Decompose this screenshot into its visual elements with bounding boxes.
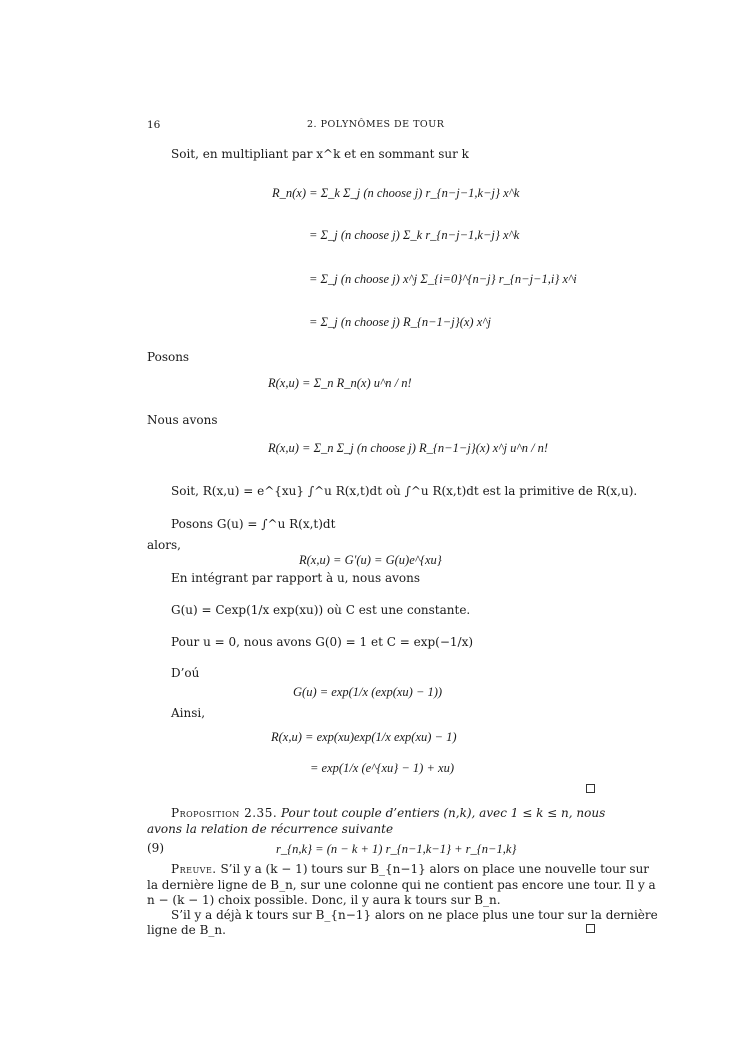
ainsi-text: Ainsi, — [171, 706, 206, 720]
equation-R-definition: R(x,u) = Σ_n R_n(x) u^n / n! — [268, 376, 412, 390]
en-integrant-text: En intégrant par rapport à u, nous avons — [171, 571, 420, 585]
posons-text: Posons — [147, 350, 190, 364]
alors-text: alors, — [147, 538, 181, 552]
proposition-line-1 — [171, 806, 605, 820]
pour-u-zero-text: Pour u = 0, nous avons G(0) = 1 et C = exp(−1/x) — [171, 635, 474, 649]
soit-primitive-text: Soit, R(x,u) = e^{xu} ∫^u R(x,t)dt où ∫^u R(x,t)dt est la primitive de R(x,u). — [171, 484, 638, 498]
equation-rn-line-1: R_n(x) = Σ_k Σ_j (n choose j) r_{n−j−1,k−j} x^k — [272, 186, 520, 200]
equation-number: (9) — [147, 841, 164, 855]
equation-recurrence: r_{n,k} = (n − k + 1) r_{n−1,k−1} + r_{n−1,k} — [276, 842, 517, 856]
equation-rn-line-3: = Σ_j (n choose j) x^j Σ_{i=0}^{n−j} r_{n−j−1,i} x^i — [309, 272, 577, 286]
proof-text-5: ligne de B_n. — [147, 923, 226, 937]
proof-text-4: S’il y a déjà k tours sur B_{n−1} alors on ne place plus une tour sur la dernière — [171, 908, 658, 922]
equation-R-double-sum: R(x,u) = Σ_n Σ_j (n choose j) R_{n−1−j}(x) x^j u^n / n! — [268, 441, 549, 455]
qed-symbol — [586, 784, 595, 793]
running-title: 2. POLYNÔMES DE TOUR — [307, 119, 445, 130]
equation-R-final-line-1: R(x,u) = exp(xu)exp(1/x exp(xu) − 1) — [271, 730, 457, 744]
nous-avons-text: Nous avons — [147, 413, 218, 427]
equation-G-prime: R(x,u) = G′(u) = G(u)e^{xu} — [299, 553, 442, 567]
equation-R-final-line-2: = exp(1/x (e^{xu} − 1) + xu) — [310, 761, 454, 775]
proposition-text-1: Pour tout couple d’entiers (n,k), avec 1 ≤ k ≤ n, nous — [280, 806, 606, 820]
proof-text-1: S’il y a (k − 1) tours sur B_{n−1} alors on place une nouvelle tour sur — [220, 862, 650, 876]
proposition-label: Proposition 2.35. — [171, 806, 278, 820]
proposition-text-2: avons la relation de récurrence suivante — [147, 822, 394, 836]
qed-symbol-proof — [586, 924, 595, 933]
intro-text: Soit, en multipliant par x^k et en sommant sur k — [171, 147, 469, 161]
proof-line-1 — [171, 862, 649, 876]
proof-text-3: n − (k − 1) choix possible. Donc, il y aura k tours sur B_n. — [147, 893, 501, 907]
dou-text: D’oú — [171, 666, 200, 680]
posons-G-text: Posons G(u) = ∫^u R(x,t)dt — [171, 517, 336, 531]
equation-G-final: G(u) = exp(1/x (exp(xu) − 1)) — [293, 685, 443, 699]
proof-text-2: la dernière ligne de B_n, sur une colonne qui ne contient pas encore une tour. Il y a — [147, 878, 656, 892]
equation-rn-line-2: = Σ_j (n choose j) Σ_k r_{n−j−1,k−j} x^k — [309, 228, 520, 242]
equation-rn-line-4: = Σ_j (n choose j) R_{n−1−j}(x) x^j — [309, 315, 491, 329]
proof-label: Preuve. — [171, 862, 217, 876]
equation-G-constant: G(u) = Cexp(1/x exp(xu)) où C est une constante. — [171, 603, 471, 617]
page-number: 16 — [147, 119, 161, 131]
